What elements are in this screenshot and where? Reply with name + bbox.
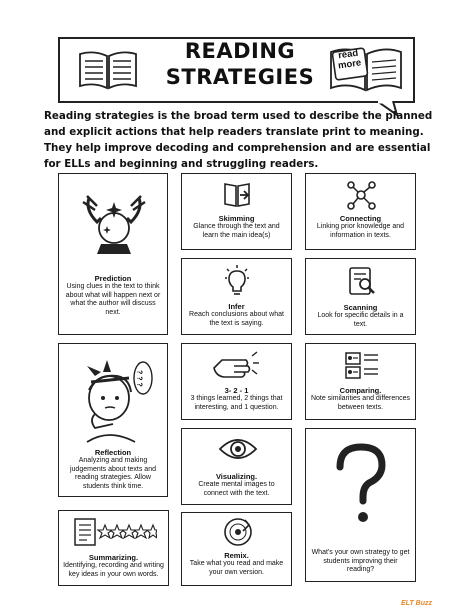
document-stars-icon [73,517,157,547]
card-connecting-title: Connecting [339,214,382,223]
intro-paragraph: Reading strategies is the broad term used to describe the planned and explicit actions that help readers translate print to meaning. They help improve decoding and comprehension and are essential for ELLs and beginning and struggling readers. [44,110,433,170]
card-skimming-title: Skimming [218,214,255,223]
card-infer-title: Infer [228,302,245,311]
card-skimming-text: Glance through the text and learn the main idea(s) [193,223,280,239]
elt-buzz-logo: ELT Buzz [401,600,432,607]
network-nodes-icon [346,180,376,210]
card-summarizing [58,510,169,586]
card-3-2-1 [181,343,292,420]
document-magnifier-icon [347,265,377,297]
badge-line-1: read [337,47,359,62]
card-own-strategy-text: What's your own strategy to get students improving their reading? [311,549,410,574]
card-3-2-1-text: 3 things learned, 2 things that interesting, and 1 question. [190,395,283,411]
card-scanning [305,258,416,335]
thinking-girl-icon [73,354,155,444]
card-scanning-text: Look for specific details in a text. [317,312,404,328]
card-infer [181,258,292,335]
page-title [150,38,330,90]
lightbulb-icon [223,265,251,297]
card-prediction-text: Using clues in the text to think about what will happen next or what the author will discuss next. [65,283,161,316]
card-visualizing-text: Create mental images to connect with the text. [198,481,275,497]
title-line-2: STRATEGIES [165,65,315,89]
card-reflection-text: Analyzing and making judgements about texts and reading strategies. Allow students think time. [69,457,156,490]
comparison-list-icon [344,350,380,380]
card-reflection [58,343,168,497]
reflection-marks: ? ? ? [135,370,143,387]
open-book-icon [76,48,140,92]
card-comparing-text: Note similarities and differences between texts. [310,395,411,411]
card-summarizing-title: Summarizing. [88,553,139,562]
question-mark-icon [332,443,390,527]
badge-line-2: more [337,57,362,72]
card-remix [181,512,292,586]
card-visualizing-title: Visualizing. [215,472,258,481]
vinyl-record-icon [223,517,253,547]
card-connecting-text: Linking prior knowledge and information in texts. [316,223,405,239]
card-own-strategy [305,428,416,582]
counting-hand-icon [212,350,260,380]
eye-icon [218,435,258,463]
card-3-2-1-title: 3- 2 - 1 [224,386,249,395]
card-scanning-title: Scanning [343,303,378,312]
card-infer-text: Reach conclusions about what the text is saying. [189,311,284,327]
card-reflection-title: Reflection [94,448,132,457]
title-line-1: READING [184,39,296,63]
crystal-ball-icon [79,188,149,268]
card-skimming [181,173,292,250]
card-prediction-title: Prediction [94,274,132,283]
card-connecting [305,173,416,250]
card-remix-title: Remix. [224,551,249,560]
card-prediction [58,173,168,335]
book-arrow-icon [222,180,252,208]
card-visualizing [181,428,292,505]
card-summarizing-text: Identifying, recording and writing key ideas in your own words. [63,562,164,578]
card-comparing [305,343,416,420]
card-comparing-title: Comparing. [339,386,382,395]
card-remix-text: Take what you read and make your own version. [189,560,284,576]
